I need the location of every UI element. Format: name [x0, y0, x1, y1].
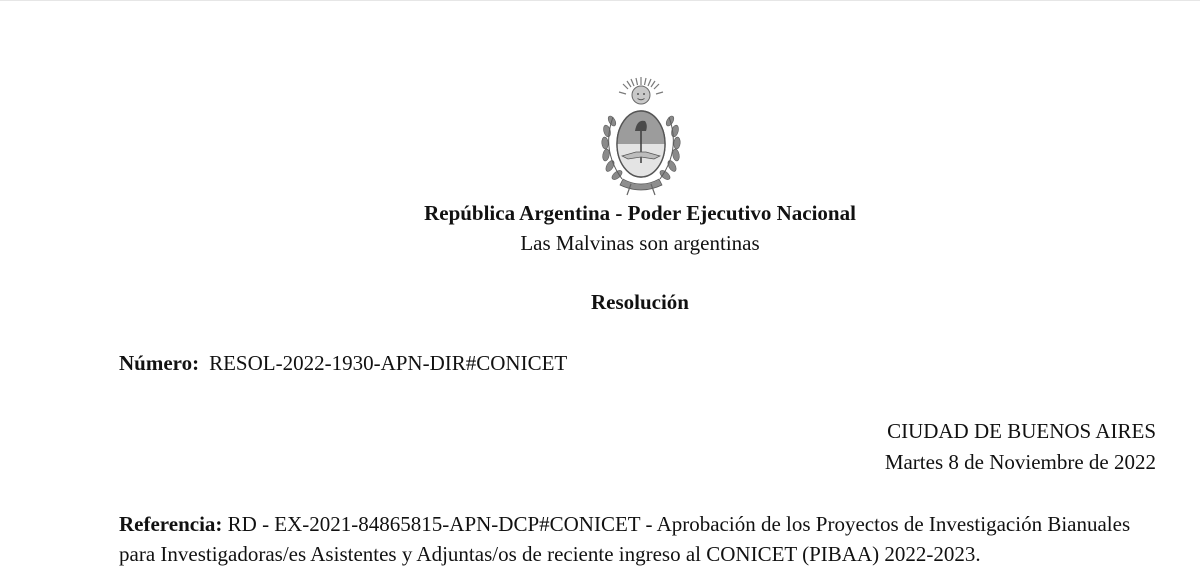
document-number-label: Número:	[119, 351, 200, 375]
argentina-coat-of-arms-icon	[596, 75, 686, 197]
header-motto: Las Malvinas son argentinas	[520, 231, 760, 255]
document-type: Resolución	[590, 290, 689, 314]
document-number-value: RESOL-2022-1930-APN-DIR#CONICET	[209, 351, 568, 375]
document-reference	[119, 509, 1164, 569]
document-city: CIUDAD DE BUENOS AIRES	[887, 419, 1156, 443]
place-and-date	[885, 416, 1156, 478]
reference-label: Referencia:	[119, 512, 223, 536]
header-title: República Argentina - Poder Ejecutivo Nacional	[424, 201, 856, 225]
reference-text: RD - EX-2021-84865815-APN-DCP#CONICET - Aprobación de los Proyectos de Investigación Bianuales para Investigadoras/es Asistentes y Adjuntas/os de reciente ingreso al CONICET (PIBAA) 2022-2023.	[119, 512, 1131, 566]
document-number	[119, 351, 567, 376]
document-date: Martes 8 de Noviembre de 2022	[884, 450, 1156, 474]
